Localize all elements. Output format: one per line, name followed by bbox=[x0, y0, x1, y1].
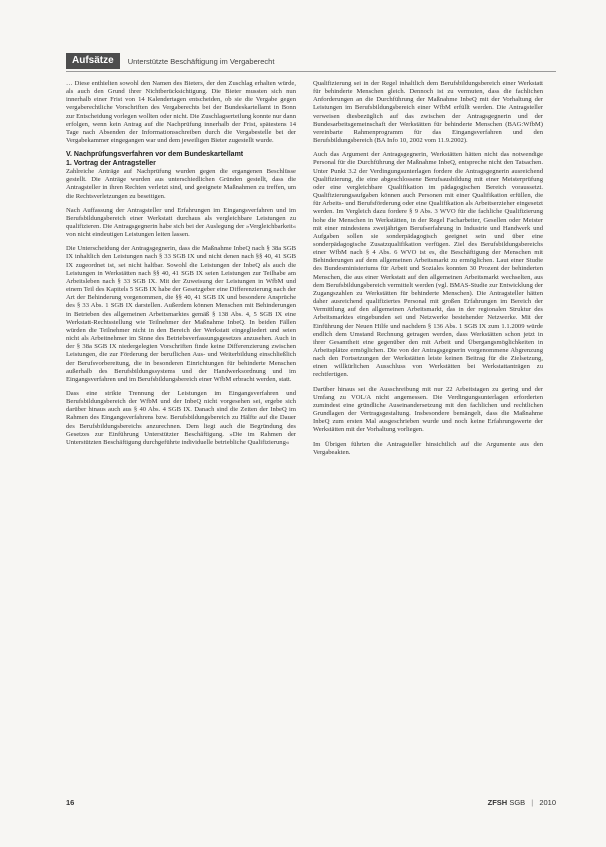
page-footer bbox=[66, 798, 556, 810]
section-heading: V. Nachprüfungsverfahren vor dem Bundeskartellamt bbox=[66, 151, 244, 159]
page-number: 16 bbox=[66, 798, 75, 807]
paragraph: Die Unterscheidung der Antragsgegnerin, dass die Maßnahme InbeQ nach § 38a SGB IX inhaltlich den Leistungen nach § 33 SGB IX und nicht denen nach §§ 40, 41 SGB IX zugeordnet ist, sei nicht haltbar. Sowohl die Leistungen der InbeQ als auch die Leistungen in Werkstätten nach §§ 40, 41 SGB IX seien Leistungen zur Teilhabe am Arbeitsleben nach § 33 SGB IX. Mit der Zuweisung der Leistungen in WfbM und einem Teil des Kapitels 5 SGB IX habe der Gesetzgeber eine Differenzierung nach der Art der Behinderung vorgenommen, die §§ 40, 41 SGB IX und besondere Ansprüche des § 33 Abs. 1 SGB IX darstellen. Außerdem können Menschen mit Behinderungen in Betrieben des allgemeinen Arbeitsmarktes gemäß § 138 Abs. 4, 5 SGB IX eine Werkstatt-Rechtsstellung wie Teilnehmer der Maßnahme InbeQ. In beiden Fällen würden die Teilnehmer nicht in den Bereich der Werkstatt eingegliedert und seien nicht als Arbeitnehmer im Sinne des Betriebsverfassungsgesetzes anzusehen. Auch in der § 38a SGB IX niedergelegten Vorschriften finde keine Differenzierung zwischen Leistungen, die zur Förderung der beruflichen Aus- und Weiterbildung einschließlich der Berufsvorbereitung, die in besonderen Einrichtungen für behinderte Menschen außerhalb des Berufsbildungssystems und der Handwerksordnung und im Eingangsverfahren und im Berufsbildungsbereich einer WfbM erbracht werden, statt. bbox=[66, 245, 296, 383]
subsection-heading: 1. Vortrag der Antragsteller bbox=[66, 159, 156, 167]
paragraph: … Diese enthielten sowohl den Namen des Bieters, der den Zuschlag erhalten würde, als auch den Grund ihrer Nichtberücksichtigung. Die Bieter mussten sich nun innerhalb einer Frist von 14 Kalendertagen entscheiden, ob sie die Vergabe gegen vergaberechtliche Vorschriften des Vergaberechts bei der Bundeskartellamt in Bonn zur Entscheidung vorlegen wollten oder nicht. Die Zuschlagserteilung konnte nur dann erfolgen, wenn kein Antrag auf die Nachprüfung innerhalb der Frist, spätestens 14 Tage nach Absenden der Informationsschreiben durch die Vergabestelle bei der Vergabekammer eingegangen war und dem jeweiligen Bieter zugestellt wurde. bbox=[66, 80, 296, 145]
running-title: Unterstützte Beschäftigung im Vergaberecht bbox=[127, 56, 275, 66]
paragraph: Darüber hinaus sei die Ausschreibung mit nur 22 Arbeitstagen zu gering und der Umfang zu VOL/A nicht angemessen. Die Verdingungsunterlagen erforderten zumindest eine gründliche Auseinandersetzung mit den fachlichen und rechtlichen Grundlagen der Vertragsgestaltung. Insbesondere bemängelt, dass die Maßnahme InbeQ zum ersten Mal ausgeschrieben wurde und noch keine Erfahrungswerte der Werkstätten mit der Vorhaltung vorliegen. bbox=[313, 385, 543, 434]
journal-abbrev: SGB bbox=[509, 798, 526, 807]
header-divider bbox=[66, 71, 556, 72]
journal-info bbox=[488, 798, 556, 807]
paragraph: Qualifizierung sei in der Regel inhaltlich dem Berufsbildungsbereich einer Werkstatt für behinderte Menschen gleich. Dennoch ist zu vermuten, dass die fachlichen Anforderungen an die Durchführung der Maßnahme InbeQ mit der Vorhaltung der Leistungen im Berufsbildungsbereich einer WfbM erfüllt werden. Die Antragsteller verweisen diesbezüglich auf das zwischen der Antragsgegnerin und der Bundesarbeitsgemeinschaft der Werkstätten für behinderte Menschen (BAG:WfbM) vereinbarte Rahmenprogramm für das Eingangsverfahren und den Berufsbildungsbereich (BA Info 10, 2002 vom 11.9.2002). bbox=[313, 80, 543, 145]
paragraph: Im Übrigen führten die Antragsteller hinsichtlich auf die Argumente aus den Vergabeakten. bbox=[313, 440, 543, 456]
footer-separator: | bbox=[531, 798, 534, 807]
running-header bbox=[66, 53, 556, 69]
paragraph: Dass eine strikte Trennung der Leistungen im Eingangsverfahren und Berufsbildungsbereich der WfbM und der InbeQ nicht vorgesehen sei, ergebe sich darüber hinaus auch aus § 40 Abs. 4 SGB IX. Danach sind die Zeiten der InbeQ im Rahmen des Eingangsverfahrens bzw. Berufsbildungsbereich zu Hälfte auf die Dauer des Berufsbildungsbereichs anzurechnen. Dem liegt auch die Begründung des Gesetzes zur Einführung Unterstützter Beschäftigung. »Die im Rahmen der Unterstützten Beschäftigung durchgeführte individuelle betriebliche Qualifizierung« bbox=[66, 389, 296, 446]
paragraph: Nach Auffassung der Antragsteller und Erfahrungen im Eingangsverfahren und im Berufsbildungsbereich einer Werkstatt durchaus als vergleichbare Leistungen zu qualifizieren. Die Antragsgegnerin habe sich bei der Auslegung der »Vergleichbarkeit« von nicht eindeutigen Leistungen leiten lassen. bbox=[66, 206, 296, 239]
left-column bbox=[66, 80, 296, 453]
paragraph: Zahlreiche Anträge auf Nachprüfung wurden gegen die ergangenen Beschlüsse gestellt. Die Anträge wurden aus unterschiedlichen Gründen gestellt, dass die Antragsteller in ihren Rechten verletzt sind, und geeignete Maßnahmen zu treffen, um die Rechtsverletzungen zu beseitigen. bbox=[66, 168, 296, 200]
section-tag: Aufsätze bbox=[66, 53, 120, 69]
journal-name: ZFSH bbox=[487, 798, 508, 807]
right-column bbox=[313, 80, 543, 463]
paragraph: Auch das Argument der Antragsgegnerin, Werkstätten hätten nicht das notwendige Personal für die Durchführung der Maßnahme InbeQ, entspreche nicht den Tatsachen. Unter Punkt 3.2 der Verdingungsunterlagen fordere die Antragsgegnerin ausreichend Qualifizierung, die eine abgeschlossene Berufsausbildung mit einer Meisterprüfung oder eine vergleichbare Qualifikation im pädagogischen Bereich voraussetzt. Qualifizierungsaufgaben können auch Personen mit einer Qualifikation erfüllen, die für Arbeits- und Berufsförderung oder eine Qualifikation als Arbeitserzieher eingesetzt werden. Im Vergleich dazu fordere § 9 Abs. 3 WVO für die fachliche Qualifizierung hohe die Menschen in Werkstätten, in der Regel Facharbeiter, Gesellen oder Meister mit einer mindestens zweijährigen Berufserfahrung in Industrie und Handwerk und Aufgaben sollen sie sonderpädagogisch geeignet sein und über eine sonderpädagogische Zusatzqualifikation verfügen. Ziel des Berufsbildungsbereichs einer WfbM nach § 4 Abs. 6 WVO ist es, die Beschäftigung der Menschen mit Behinderungen auf dem allgemeinen Arbeitsmarkt zu ermöglichen. Laut einer Studie des Bundesministeriums für Arbeit und Soziales konnten 30 Prozent der behinderten Menschen, die aus einer Werkstatt auf den allgemeinen Arbeitsmarkt wechselten, aus dem Berufsbildungsbereich vermittelt werden (vgl. BMAS-Studie zur Entwicklung der Zugangszahlen zu Werkstätten für behinderte Menschen). Die Antragsteller hätten daher ausreichend qualifiziertes Personal mit großen Erfahrungen im Bereich der Vermittlung auf den allgemeinen Arbeitsmarkt, das in der regionalen Struktur des Arbeitsmarktes eingebunden sei und Netzwerke bestehender Netzwerke. Mit der Einführung der Neuen Hilfe und nachdem § 136 Abs. 1 SGB IX zum 1.1.2009 würde endlich dem Umstand Rechnung getragen werden, dass Werkstätten schon jetzt in ihrer Gesamtheit eine gegenüber den mit Arbeit und Übergangsmöglichkeiten in Arbeitsplätze ermöglichen. Die von der Antragsgegnerin vorgenommene Abgrenzung nach den Fortsetzungen der Werkstätten leiste keinen Beitrag für die Zielsetzung, einen willkürlichen Ausschluss von Werkstätten bei Werkstattanträgen zu rechtfertigen. bbox=[313, 151, 543, 379]
journal-year: 2010 bbox=[539, 798, 556, 807]
